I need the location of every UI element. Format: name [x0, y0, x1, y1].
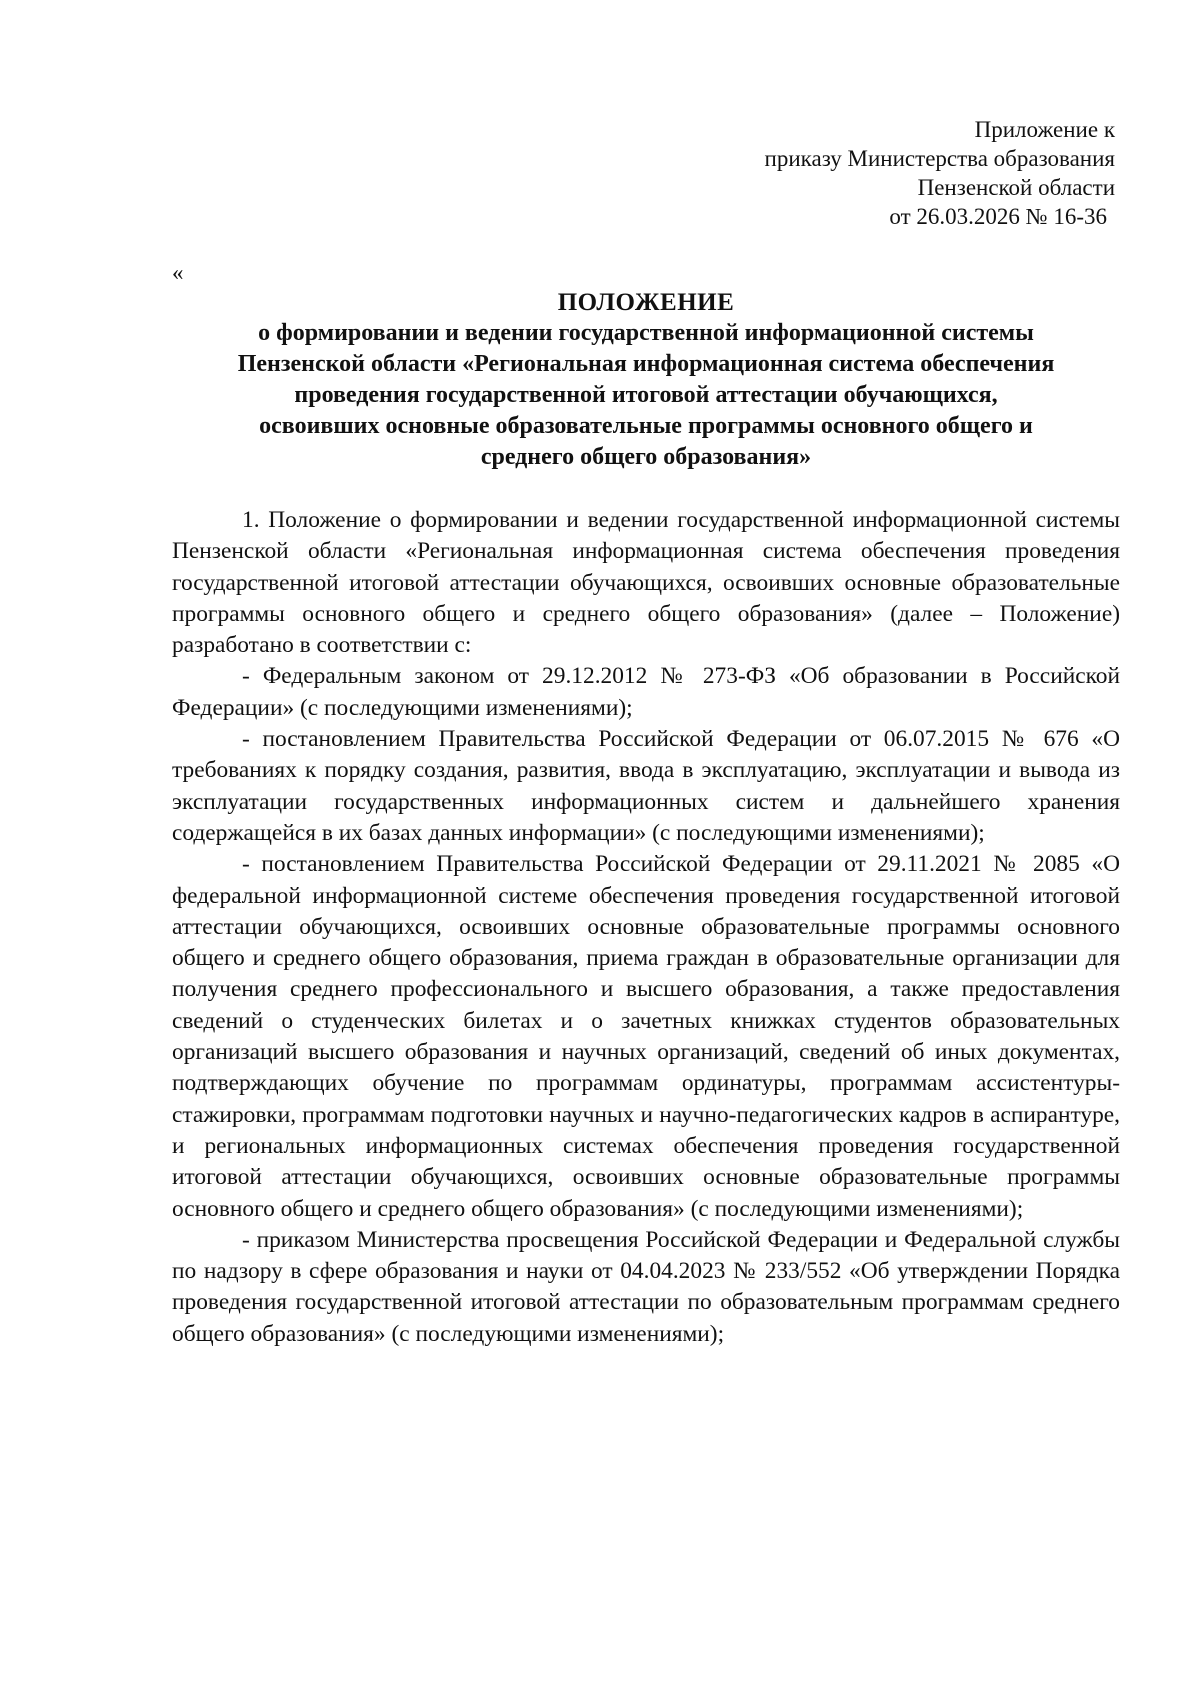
title-heading: ПОЛОЖЕНИЕ [557, 289, 735, 316]
paragraph-1: 1. Положение о формировании и ведении государственной информационной системы Пензенской области «Региональная информационная система обеспечения проведения государственной итоговой аттестации обучающихся, освоивших основные образовательные программы основного общего и среднего общего образования» (далее – Положение) разработано в соответствии с: [172, 507, 1120, 659]
appendix-line: Пензенской области [917, 175, 1115, 200]
list-item-order-233-552: - приказом Министерства просвещения Российской Федерации и Федеральной службы по надзору в сфере образования и науки от 04.04.2023 № 233/552 «Об утверждении Порядка проведения государственной итоговой аттестации по образовательным программам среднего общего образования» (с последующими изменениями); [172, 1226, 1120, 1347]
list-item-federal-law: - Федеральным законом от 29.12.2012 № 273-ФЗ «Об образовании в Российской Федерации» (с последующими изменениями); [172, 663, 1120, 721]
document-title [172, 287, 1120, 473]
appendix-date-number: от 26.03.2026 № 16-36 [889, 204, 1107, 229]
title-line: Пензенской области «Региональная информационная система обеспечения [237, 351, 1055, 377]
list-item-resolution-2085: - постановлением Правительства Российской Федерации от 29.11.2021 № 2085 «О федеральной информационной системе обеспечения проведения государственной итоговой аттестации обучающихся, освоивших основные образовательные программы основного общего и среднего общего образования, приема граждан в образовательные организации для получения среднего профессионального и высшего образования, а также предоставления сведений о студенческих билетах и о зачетных книжках студентов образовательных организаций высшего образования и научных организаций, сведений об иных документах, подтверждающих обучение по программам ординатуры, программам ассистентуры-стажировки, программам подготовки научных и научно-педагогических кадров в аспирантуре, и региональных информационных системах обеспечения проведения государственной итоговой аттестации обучающихся, освоивших основные образовательные программы основного общего и среднего общего образования» (с последующими изменениями); [172, 851, 1120, 1222]
opening-quote: « [172, 260, 184, 285]
appendix-line: Приложение к [974, 117, 1115, 142]
appendix-header [765, 115, 1115, 231]
title-line: проведения государственной итоговой аттестации обучающихся, [294, 382, 998, 408]
title-line: о формировании и ведении государственной информационной системы [258, 320, 1034, 346]
title-line: среднего общего образования» [480, 444, 812, 470]
document-body [172, 505, 1120, 1350]
appendix-line: приказу Министерства образования [764, 146, 1115, 171]
list-item-resolution-676: - постановлением Правительства Российской Федерации от 06.07.2015 № 676 «О требованиях к порядку создания, развития, ввода в эксплуатацию, эксплуатации и вывода из эксплуатации государственных информационных систем и дальнейшего хранения содержащейся в их базах данных информации» (с последующими изменениями); [172, 726, 1120, 846]
title-line: освоивших основные образовательные программы основного общего и [259, 413, 1033, 439]
